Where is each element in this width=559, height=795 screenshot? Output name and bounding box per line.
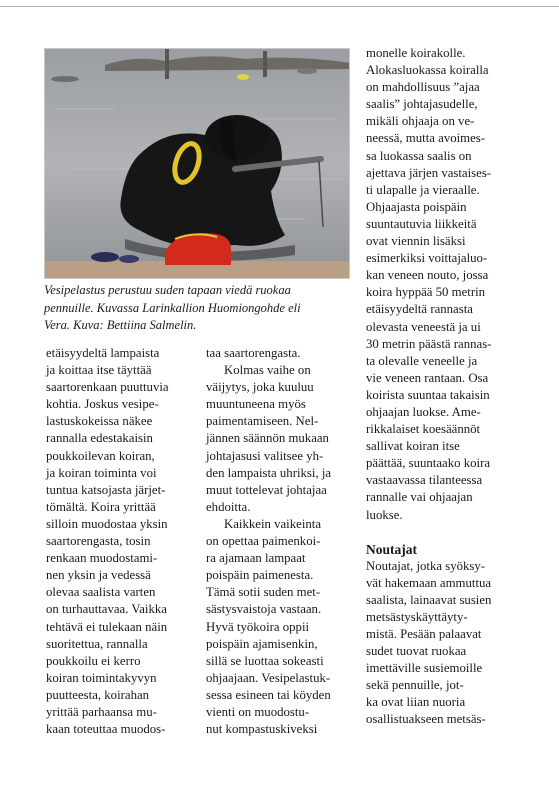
text-line: suuntautuvia liikkeitä [366, 216, 477, 231]
text-line: saalis” johtajasudelle, [366, 97, 478, 112]
top-rule [0, 6, 559, 7]
text-line: etäisyydeltä rannasta [366, 302, 473, 317]
text-line: sa luokassa saalis on [366, 148, 472, 163]
text-line: poukkoilu ei kerro [46, 653, 141, 668]
text-line: ta olevalle veneelle ja [366, 353, 478, 368]
text-line: saartorenkaan puuttuvia [46, 380, 169, 395]
text-line: saartorengasta, tosin [46, 534, 151, 549]
paragraph [206, 345, 356, 362]
text-line: osallistuakseen metsäs- [366, 712, 486, 727]
column-left [46, 345, 194, 738]
text-line: on mahdollisuus ”ajaa [366, 80, 480, 95]
dog-photo [44, 48, 350, 279]
text-line: poukkoilevan koiran, [46, 448, 155, 463]
text-line: nut kompastuskiveksi [206, 722, 318, 737]
text-line: väijytys, joka kuuluu [206, 380, 314, 395]
text-line: Tämä sotii suden met- [206, 585, 321, 600]
text-line: imettäville susiemoille [366, 661, 483, 676]
text-line: metsästyskäyttäyty- [366, 609, 468, 624]
text-line: renkaan muodostami- [46, 551, 158, 566]
text-line: muuntuneena myös [206, 397, 306, 412]
text-line: monelle koirakolle. [366, 46, 466, 60]
column-middle [206, 345, 356, 738]
text-line: ohjaajan luokse. Ame- [366, 404, 481, 419]
text-line: tehtävä ei tulekaan näin [46, 619, 168, 634]
caption-line: Vera. Kuva: Bettiina Salmelin. [44, 318, 197, 332]
column-right [366, 45, 514, 729]
text-line: olevaa saalista varten [46, 585, 156, 600]
text-line: sästysvaistoja vastaan. [206, 602, 322, 617]
text-line: on turhauttavaa. Vaikka [46, 602, 167, 617]
text-line: lastuskokeissa näkee [46, 414, 153, 429]
text-line: rannalla edestakaisin [46, 431, 153, 446]
text-line: vienti on muodostu- [206, 704, 310, 719]
text-line: ehdoitta. [206, 499, 251, 514]
text-line: koiran toimintakyvyn [46, 670, 157, 685]
paragraph [366, 45, 514, 524]
text-line: jännen säännön mukaan [206, 431, 329, 446]
paragraph [206, 516, 356, 738]
text-line: suoritettua, rannalla [46, 636, 148, 651]
text-line: mistä. Pesään palaavat [366, 627, 482, 641]
text-line: sessa esineen tai köyden [206, 687, 331, 702]
text-line: paimentamiseen. Nel- [206, 414, 319, 429]
paragraph [206, 362, 356, 516]
text-line: luokse. [366, 507, 403, 522]
text-line: ajettava järjen vastaises- [366, 165, 492, 180]
text-line: sillä se luottaa sokeasti [206, 653, 324, 668]
text-line: johtajasusi valitsee yh- [206, 448, 324, 463]
paragraph [366, 558, 514, 729]
text-line: ka ovat liian nuoria [366, 695, 466, 710]
text-line: neessä, mutta avoimes- [366, 131, 486, 146]
text-line: vät hakemaan ammuttua [366, 575, 492, 590]
text-line: den lampaista uhriksi, ja [206, 465, 332, 480]
text-line: sudet tuovat ruokaa [366, 644, 467, 659]
paragraph [46, 345, 194, 738]
text-line: sallivat koiran itse [366, 439, 460, 454]
text-line: ja koiran toiminta voi [46, 465, 157, 480]
text-line: taa saartorengasta. [206, 346, 301, 360]
newfoundland-dog-image [45, 49, 350, 279]
text-line: ohjaajaan. Vesipelastuk- [206, 670, 331, 685]
text-line: olevasta veneestä ja ui [366, 319, 481, 334]
text-line: tuntua katsojasta järjet- [46, 482, 166, 497]
text-line: poispäin ajamisenkin, [206, 636, 318, 651]
text-line: 30 metrin päästä rannas- [366, 336, 492, 351]
text-line: esimerkiksi voittajaluo- [366, 251, 488, 266]
text-line: rikkalaiset koesäännöt [366, 422, 481, 437]
text-line: silloin muodostaa yksin [46, 516, 168, 531]
text-line: sekä pennuille, jot- [366, 678, 464, 693]
text-line: poispäin paimenesta. [206, 568, 314, 583]
caption-line: pennuille. Kuvassa Larinkallion Huomiongohde eli [44, 300, 301, 315]
text-line: rannalle vai ohjaajan [366, 490, 473, 505]
text-line: nen yksin ja vedessä [46, 568, 151, 583]
section-heading: Noutajat [366, 541, 417, 557]
text-line: Alokasluokassa koiralla [366, 63, 489, 78]
text-line: yrittää parhaansa mu- [46, 704, 157, 719]
text-line: tömältä. Koira yrittää [46, 499, 156, 514]
text-line: koirista suuntaa takaisin [366, 387, 490, 402]
text-line: ra ajamaan lampaat [206, 551, 306, 566]
text-line: kan veneen nouto, jossa [366, 268, 489, 283]
text-line: on opettaa paimenkoi- [206, 534, 321, 549]
caption-line: Vesipelastus perustuu suden tapaan viedä ruokaa [44, 283, 291, 297]
text-line: ovat viennin lisäksi [366, 234, 466, 249]
text-line: Ohjaajasta poispäin [366, 199, 467, 214]
text-line: kaan toteuttaa muodos- [46, 722, 166, 737]
text-line: ti ulapalle ja vieraalle. [366, 182, 480, 197]
text-line: vastaavassa tilanteessa [366, 473, 483, 488]
text-line: etäisyydeltä lampaista [46, 346, 160, 360]
text-line: koira hyppää 50 metrin [366, 285, 486, 300]
text-line: Kaikkein vaikeinta [224, 516, 322, 531]
text-line: Kolmas vaihe on [224, 363, 311, 378]
text-line: ja koittaa itse täyttää [46, 363, 152, 378]
text-line: kohtia. Joskus vesipe- [46, 397, 159, 412]
text-line: Noutajat, jotka syöksy- [366, 558, 486, 573]
text-line: puutteesta, koirahan [46, 687, 150, 702]
text-line: saalista, lainaavat susien [366, 592, 492, 607]
photo-caption [44, 282, 352, 335]
text-line: mikäli ohjaaja on ve- [366, 114, 475, 129]
text-line: Hyvä työkoira oppii [206, 619, 310, 634]
text-line: muut tottelevat johtajaa [206, 482, 327, 497]
text-line: vie veneen rantaan. Osa [366, 370, 489, 385]
text-line: päättää, suuntaako koira [366, 456, 491, 471]
